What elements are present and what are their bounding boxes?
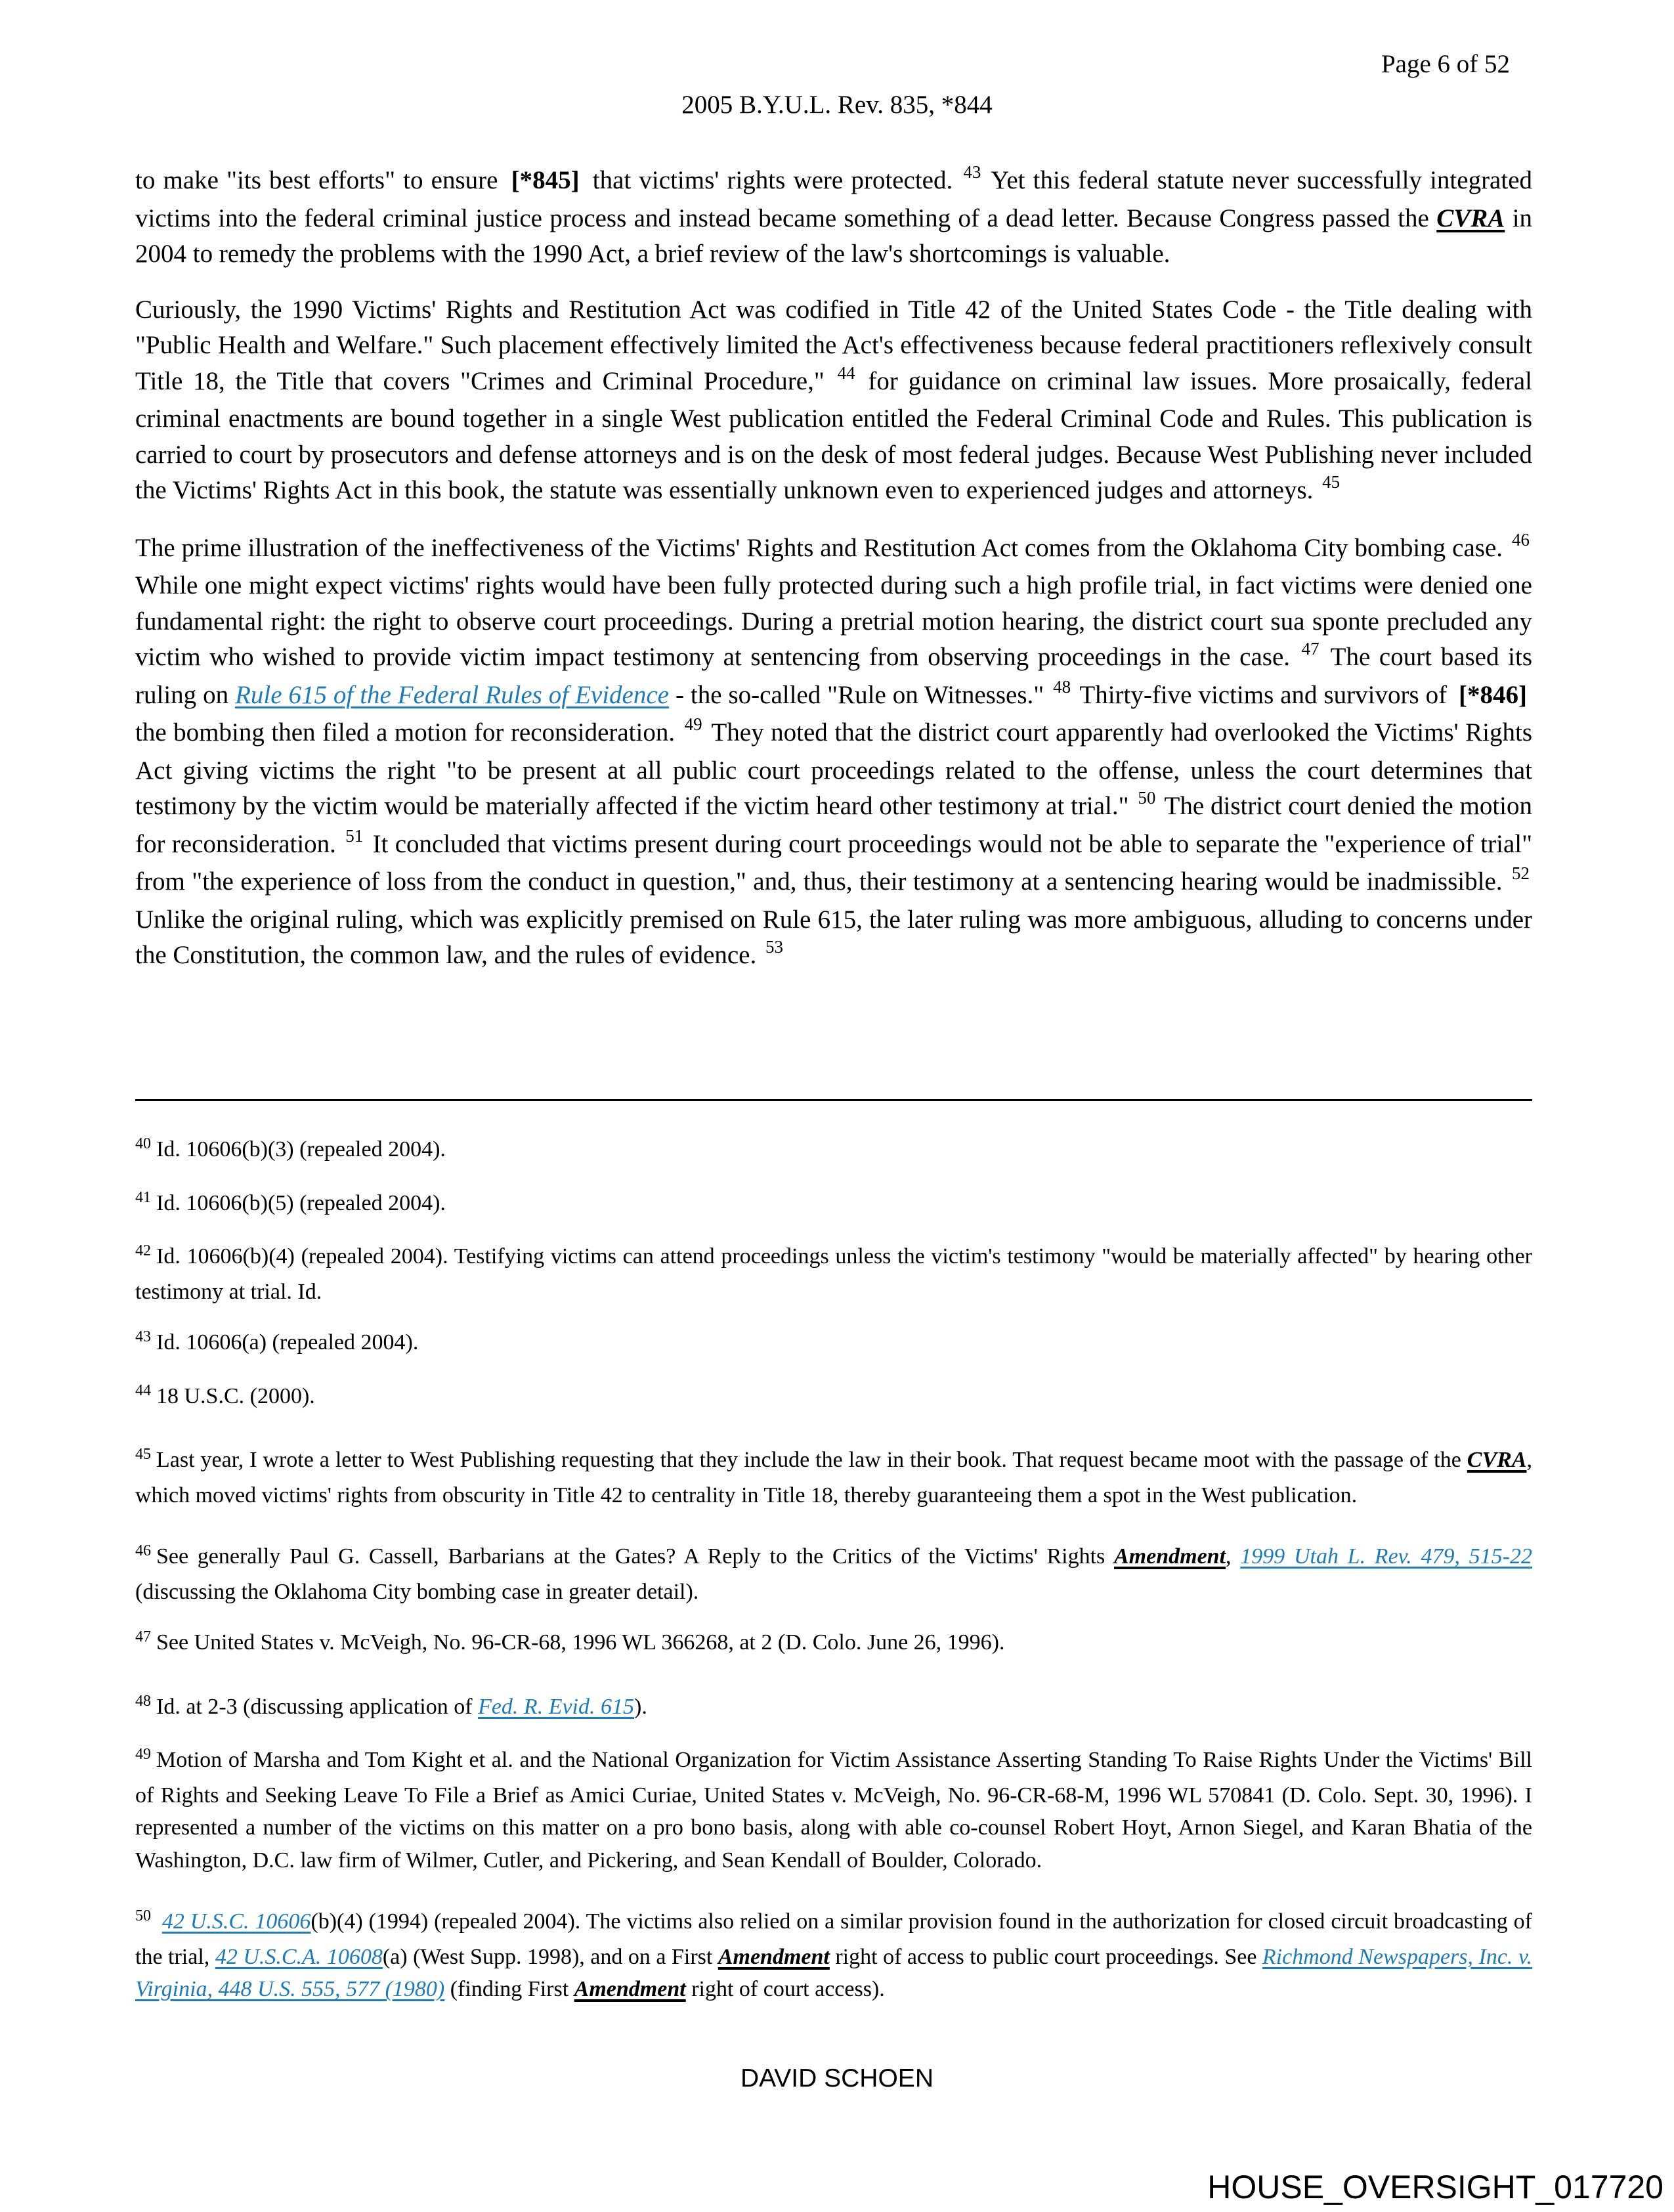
citation-link-rule-615[interactable]: Rule 615 of the Federal Rules of Evidence xyxy=(235,680,669,709)
citation-link-42-usc-10606[interactable]: 42 U.S.C. 10606 xyxy=(161,1909,311,1934)
footnote-ref[interactable]: 48 xyxy=(1053,676,1071,697)
footnote-45: $^{45}$ Last year, I wrote a letter to West Publishing requesting that they include the law in their book. That request became moot with the passage of the CVRA, which moved victims' rights from obscurity in Title 42 to centrality in Title 18, thereby guaranteeing them a spot in the West publication. xyxy=(135,1446,1533,1507)
running-head-citation: 2005 B.Y.U.L. Rev. 835, *844 xyxy=(681,91,993,119)
paragraph-3: The prime illustration of the ineffectiveness of the Victims' Rights and Restitution Act comes from the Oklahoma City bombing case. $^{46}$ While one might expect victims' rights would have been fully protected during such a high profile trial, in fact victims were denied one fundamental right: the right to observe court proceedings. During a pretrial motion hearing, the district court sua sponte precluded any victim who wished to provide victim impact testimony at sentencing from observing proceedings in the case. $^{47}$ The court based its ruling on Rule 615 of the Federal Rules of Evidence - the so-called "Rule on Witnesses." $^{48}$ Thirty-five victims and survivors of [*846] the bombing then filed a motion for reconsideration. $^{49}$ They noted that the district court apparently had overlooked the Victims' Rights Act giving victims the right "to be present at all public court proceedings related to the offense, unless the court determines that testimony by the victim would be materially affected if the victim heard other testimony at trial." $^{50}$ The district court denied the motion for reconsideration. $^{51}$ It concluded that victims present during court proceedings would not be able to separate the "experience of trial" from "the experience of loss from the conduct in question," and, thus, their testimony at a sentencing hearing would be inadmissible. $^{52}$ Unlike the original ruling, which was explicitly premised on Rule 615, the later ruling was more ambiguous, alluding to concerns under the Constitution, the common law, and the rules of evidence. $^{53}$ xyxy=(135,529,1533,969)
footnote-ref[interactable]: 52 xyxy=(1512,863,1530,883)
footnote-ref[interactable]: 51 xyxy=(345,825,364,846)
footnote-ref[interactable]: 53 xyxy=(765,937,783,957)
author-footer: DAVID SCHOEN xyxy=(740,2064,934,2093)
highlighted-term: CVRA xyxy=(1436,204,1505,232)
footnote-number: 44 xyxy=(135,1381,151,1399)
footnote-number: 40 xyxy=(135,1135,151,1152)
star-page-marker: [*846] xyxy=(1459,680,1528,709)
footnotes-section xyxy=(135,1133,1532,2024)
footnote-42: $^{42}$ Id. 10606(b)(4) (repealed 2004). Testifying victims can attend proceedings unless the victim's testimony "would be materially affected" by hearing other testimony at trial. Id. xyxy=(135,1242,1532,1304)
footnote-number: 50 xyxy=(135,1907,151,1924)
footnote-ref[interactable]: 47 xyxy=(1301,639,1320,659)
footnote-number: 43 xyxy=(135,1328,151,1345)
footnote-41: $^{41}$ Id. 10606(b)(5) (repealed 2004). xyxy=(135,1188,446,1215)
citation-link-fed-r-evid[interactable]: Fed. R. Evid. 615 xyxy=(478,1694,634,1719)
highlighted-term: Amendment xyxy=(718,1944,830,1969)
footnote-number: 41 xyxy=(135,1188,151,1206)
footnote-ref[interactable]: 46 xyxy=(1512,529,1530,550)
citation-link-richmond-newspapers[interactable]: Richmond Newspapers, Inc. v. Virginia, 448 U.S. 555, 577 (1980) xyxy=(135,1944,1533,2001)
footnote-46: $^{46}$ See generally Paul G. Cassell, Barbarians at the Gates? A Reply to the Critics of the Victims' Rights Amendment, 1999 Utah L. Rev. 479, 515-22 (discussing the Oklahoma City bombing case in greater detail). xyxy=(135,1542,1532,1604)
footnote-number: 48 xyxy=(135,1692,151,1710)
footnote-44: $^{44}$ 18 U.S.C. (2000). xyxy=(135,1381,315,1408)
paragraph-2: Curiously, the 1990 Victims' Rights and Restitution Act was codified in Title 42 of the United States Code - the Title dealing with "Public Health and Welfare." Such placement effectively limited the Act's effectiveness because federal practitioners reflexively consult Title 18, the Title that covers "Crimes and Criminal Procedure," $^{44}$ for guidance on criminal law issues. More prosaically, federal criminal enactments are bound together in a single West publication entitled the Federal Criminal Code and Rules. This publication is carried to court by prosecutors and defense attorneys and is on the desk of most federal judges. Because West Publishing never included the Victims' Rights Act in this book, the statute was essentially unknown even to experienced judges and attorneys. $^{45}$ xyxy=(135,295,1533,504)
footnote-ref[interactable]: 49 xyxy=(684,714,702,734)
footnote-number: 46 xyxy=(135,1542,151,1559)
footnote-number: 45 xyxy=(135,1446,151,1463)
citation-link-utah-l-rev[interactable]: 1999 Utah L. Rev. 479, 515-22 xyxy=(1240,1544,1532,1569)
footnote-ref[interactable]: 43 xyxy=(963,162,981,182)
footnote-divider xyxy=(135,1099,1532,1101)
footnote-number: 47 xyxy=(135,1628,151,1645)
footnote-50: $^{50}$ 42 U.S.C. 10606(b)(4) (1994) (repealed 2004). The victims also relied on a similar provision found in the authorization for closed circuit broadcasting of the trial, 42 U.S.C.A. 10608(a) (West Supp. 1998), and on a First Amendment right of access to public court proceedings. See Richmond Newspapers, Inc. v. Virginia, 448 U.S. 555, 577 (1980) (finding First Amendment right of court access). xyxy=(135,1907,1533,2001)
bates-number: HOUSE_OVERSIGHT_017720 xyxy=(1207,2169,1663,2205)
highlighted-term: CVRA xyxy=(1467,1448,1527,1472)
highlighted-term: Amendment xyxy=(1114,1544,1226,1569)
highlighted-term: Amendment xyxy=(574,1977,686,2001)
footnote-47: $^{47}$ See United States v. McVeigh, No. 96-CR-68, 1996 WL 366268, at 2 (D. Colo. June 26, 1996). xyxy=(135,1628,1005,1655)
footnote-48: $^{48}$ Id. at 2-3 (discussing application of Fed. R. Evid. 615). xyxy=(135,1692,647,1719)
star-page-marker: [*845] xyxy=(511,166,580,194)
article-body xyxy=(135,163,1532,976)
footnote-ref[interactable]: 45 xyxy=(1322,472,1341,492)
footnote-40: $^{40}$ Id. 10606(b)(3) (repealed 2004). xyxy=(135,1135,446,1161)
paragraph-1: to make "its best efforts" to ensure [*845] that victims' rights were protected. $^{43}$ Yet this federal statute never successfully integrated victims into the federal criminal justice process and instead became something of a dead letter. Because Congress passed the CVRA in 2004 to remedy the problems with the 1990 Act, a brief review of the law's shortcomings is valuable. xyxy=(135,162,1533,268)
footnote-ref[interactable]: 50 xyxy=(1138,788,1156,808)
footnote-ref[interactable]: 44 xyxy=(837,362,855,383)
footnote-number: 42 xyxy=(135,1242,151,1259)
page-number: Page 6 of 52 xyxy=(1381,50,1510,78)
citation-link-42-usca-10608[interactable]: 42 U.S.C.A. 10608 xyxy=(215,1944,383,1969)
footnote-49: $^{49}$ Motion of Marsha and Tom Kight et al. and the National Organization for Victim Assistance Asserting Standing To Raise Rights Under the Victims' Bill of Rights and Seeking Leave To File a Brief as Amici Curiae, United States v. McVeigh, No. 96-CR-68-M, 1996 WL 570841 (D. Colo. Sept. 30, 1996). I represented a number of the victims on this matter on a pro bono basis, along with able co-counsel Robert Hoyt, Arnon Siegel, and Karan Bhatia of the Washington, D.C. law firm of Wilmer, Cutler, and Pickering, and Sean Kendall of Boulder, Colorado. xyxy=(135,1746,1532,1873)
footnote-number: 49 xyxy=(135,1746,151,1763)
footnote-43: $^{43}$ Id. 10606(a) (repealed 2004). xyxy=(135,1328,419,1355)
